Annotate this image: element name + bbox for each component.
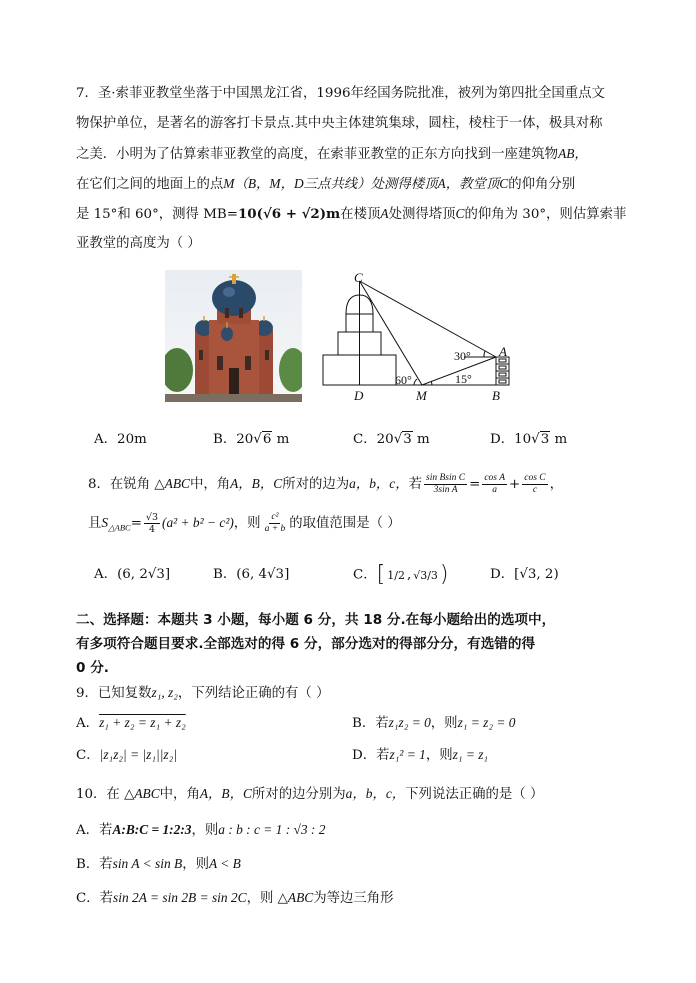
q9-stem (76, 683, 329, 704)
q9-option-c (76, 745, 177, 766)
q7-line-4-b: M（B，M，D三点共线）处测得楼顶 (223, 176, 438, 191)
q8-fraction-2 (482, 473, 507, 496)
q8-if: 若 (408, 477, 423, 492)
q7-option-c: C．20√3 m (353, 432, 430, 447)
q10-option-c-label: C．若 (76, 891, 114, 906)
q9-option-b-label: B．若 (352, 716, 389, 731)
q7-line-4-c: A，教堂顶 (437, 176, 500, 191)
q7-line-5-g: 的仰角为 30°，则估算索菲 (464, 207, 627, 222)
q7-line-5-f: C (455, 206, 465, 221)
q7-line-1: 7．圣·索菲亚教堂坐落于中国黑龙江省，1996年经国务院批准，被列为第四批全国重点文 (76, 86, 605, 101)
q7-option-c-unit: m (412, 432, 430, 447)
q7-line-3-ab: AB， (558, 146, 588, 161)
label-M: M (416, 388, 427, 403)
q7-option-b-rad: 6 (262, 432, 272, 447)
q7-option-c-prefix: C．20 (353, 432, 394, 447)
q8-prefix: 8．在锐角 △ (88, 477, 165, 492)
q8-sides: a，b，c， (349, 476, 409, 491)
q10-option-c (76, 888, 394, 909)
cathedral-photo (165, 270, 302, 402)
q7-line-5-e: 处测得塔顶 (388, 207, 456, 222)
q10-option-c-abc: ABC (287, 890, 314, 905)
q8-f1-num: sin Bsin C (426, 473, 466, 483)
q8-fraction-4 (144, 512, 160, 535)
q8-option-d-value: [√3, 2) (514, 567, 559, 582)
q8-plus: + (509, 477, 521, 492)
cathedral-illustration (165, 270, 302, 402)
q9-option-a-label: A． (76, 716, 100, 731)
section-2-heading-line-3: 0 分. (76, 660, 109, 676)
q8-line-2 (88, 510, 401, 541)
q10-stem-sides: a，b，c， (345, 786, 406, 801)
q8-option-a-value: (6, 2√3] (117, 567, 171, 582)
q8-vars: A，B，C (230, 476, 283, 491)
q8-expr: (a² + b² − c²) (162, 515, 234, 530)
q7-line-6: 亚教堂的高度为（ ） (76, 236, 201, 251)
q7-option-b-unit: m (272, 432, 290, 447)
q8-option-a (94, 565, 170, 585)
q7-line-4 (76, 174, 575, 195)
q8-option-b-label: B． (213, 567, 237, 582)
q9-option-b-then: ，则 (430, 716, 458, 731)
q8-option-d (490, 565, 559, 585)
q10-option-b (76, 854, 241, 875)
q8-line2-prefix: 且 (88, 516, 102, 531)
q10-stem-mid2: 所对的边分别为 (251, 787, 346, 802)
q8-f5-den: a + b (264, 524, 286, 534)
q8-option-d-label: D． (490, 567, 515, 582)
q8-f2-num: cos A (484, 473, 506, 483)
q10-option-b-result: A < B (208, 856, 241, 871)
q9-option-c-label: C． (76, 748, 100, 763)
q10-option-c-then: ，则 △ (246, 891, 288, 906)
q8-option-b (213, 565, 289, 585)
q8-tail: 的取值范围是（ ） (289, 516, 401, 531)
q7-line-5-a: 是 15°和 60°，测得 MB= (76, 207, 238, 222)
q8-fraction-1 (424, 473, 467, 496)
q7-line-4-a: 在它们之间的地面上的点 (76, 177, 224, 192)
q10-stem-mid: 中，角 (159, 787, 200, 802)
q7-option-d-unit: m (550, 432, 568, 447)
q7-line-3 (76, 144, 588, 165)
q9-option-d (352, 745, 488, 766)
q8-option-c-left-value: 1/2 (387, 568, 405, 582)
q8-fraction-5 (263, 512, 288, 535)
q7-line-5-d: A (380, 206, 389, 221)
q8-mid2: 所对的边为 (282, 477, 350, 492)
q9-option-d-then: ，则 (425, 748, 453, 763)
q10-option-a-label: A．若 (76, 823, 113, 838)
section-2-heading-line-1: 二、选择题：本题共 3 小题，每小题 6 分，共 18 分.在每小题给出的选项中， (76, 612, 556, 628)
label-B: B (492, 388, 500, 403)
q7-line-2: 物保护单位，是著名的游客打卡景点.其中央主体建筑集球，圆柱，棱柱于一体，极具对称 (76, 116, 603, 131)
q9-option-b (352, 713, 515, 734)
q8-line2-eq: = (130, 516, 142, 531)
q8-then: ，则 (233, 516, 261, 531)
q8-abc: ABC (164, 476, 190, 491)
label-C: C (354, 270, 363, 285)
q10-stem (76, 784, 543, 805)
q8-option-b-value: (6, 4√3] (236, 567, 290, 582)
q7-line-4-e: 的仰角分别 (508, 177, 576, 192)
q10-option-a-then: ，则 (191, 823, 219, 838)
label-D: D (354, 388, 364, 403)
q7-option-c-rad: 3 (403, 432, 412, 447)
q7-option-d-rad: 3 (540, 432, 550, 447)
q9-option-a (76, 713, 186, 734)
section-2-heading-line-2: 有多项符合题目要求.全部选对的得 6 分，部分选对的得部分分，有选错的得 (76, 636, 536, 652)
q8-f1-den: 3sin A (433, 485, 458, 495)
q7-line-5-c: 在楼顶 (340, 207, 381, 222)
q8-f4-den: 4 (148, 524, 155, 535)
q10-option-b-then: ，则 (182, 857, 209, 872)
q8-option-c-label: C． (353, 567, 377, 583)
q7-line-5-b: 10(√6 + √2)m (237, 206, 341, 222)
q9-option-c-expr: |z₁z₂| = |z₁||z₂| (99, 747, 177, 762)
q8-fraction-3 (522, 473, 547, 496)
q8-option-c-left (387, 570, 405, 581)
q9-option-d-label: D．若 (352, 748, 390, 763)
geometry-figure (318, 270, 518, 404)
q9-option-b-expr: z₁z₂ = 0 (388, 715, 431, 730)
q8-comma: ， (549, 477, 564, 492)
q10-stem-prefix: 10．在 △ (76, 787, 135, 802)
q10-option-b-label: B．若 (76, 857, 113, 872)
q7-option-a: A．20m (94, 432, 147, 447)
q10-option-a-cond: A:B:C = 1:2:3 (112, 822, 192, 837)
q8-S: S (101, 515, 109, 530)
label-angle-60: 60° (395, 373, 412, 387)
q9-option-a-expr: z₁ + z₂ = z₁ + z₂ (99, 715, 186, 730)
q9-stem-prefix: 9．已知复数 (76, 686, 152, 701)
q10-option-c-result: 为等边三角形 (313, 891, 394, 906)
q7-option-d-prefix: D．10 (490, 432, 532, 447)
q9-option-b-expr2: z₁ = z₂ = 0 (457, 715, 516, 730)
q10-stem-abc: ABC (134, 786, 160, 801)
q8-S-sub: △ABC (108, 522, 131, 533)
q9-option-d-expr: z₁² = 1 (389, 747, 426, 762)
q7-line-3-text: 之美．小明为了估算索菲亚教堂的高度，在索菲亚教堂的正东方向找到一座建筑物 (76, 147, 559, 162)
label-angle-30: 30° (454, 349, 471, 363)
q8-f2-den: a (492, 485, 498, 495)
q9-option-d-expr2: z₁ = z₁ (452, 747, 489, 762)
q8-f4-num: √3 (145, 512, 159, 523)
q8-option-c-right-value: √3/3 (413, 568, 438, 582)
q9-stem-vars: z₁, z₂ (151, 685, 178, 700)
label-angle-15: 15° (455, 372, 472, 386)
geometry-diagram (318, 270, 518, 404)
q7-option-d: D．10√3 m (490, 432, 568, 447)
q7-line-5 (76, 204, 626, 225)
q8-eq: = (469, 477, 481, 492)
q8-line-1 (88, 471, 563, 498)
q8-f3-den: c (532, 485, 538, 495)
q8-f5-num: c² (271, 512, 279, 522)
q10-option-a (76, 820, 325, 841)
q7-option-b-prefix: B．20 (213, 432, 254, 447)
q10-option-a-result: a : b : c = 1 : √3 : 2 (218, 822, 326, 837)
q7-option-b: B．20√6 m (213, 432, 290, 447)
q7-line-4-d: C (499, 176, 509, 191)
q10-stem-tail: 下列说法正确的是（ ） (405, 787, 544, 802)
q8-option-c: C．[ 1/2 , √3/3 ) (353, 562, 449, 587)
q8-option-c-right (413, 570, 438, 581)
q8-f3-num: cos C (524, 473, 546, 483)
q10-stem-vars: A，B，C (199, 786, 252, 801)
q8-mid: 中，角 (189, 477, 231, 492)
label-A: A (499, 344, 507, 359)
q8-option-a-label: A． (94, 567, 118, 582)
q10-option-c-cond: sin 2A = sin 2B = sin 2C (113, 890, 247, 905)
q10-option-b-cond: sin A < sin B (112, 856, 183, 871)
q9-stem-tail: ，下列结论正确的有（ ） (177, 686, 330, 701)
